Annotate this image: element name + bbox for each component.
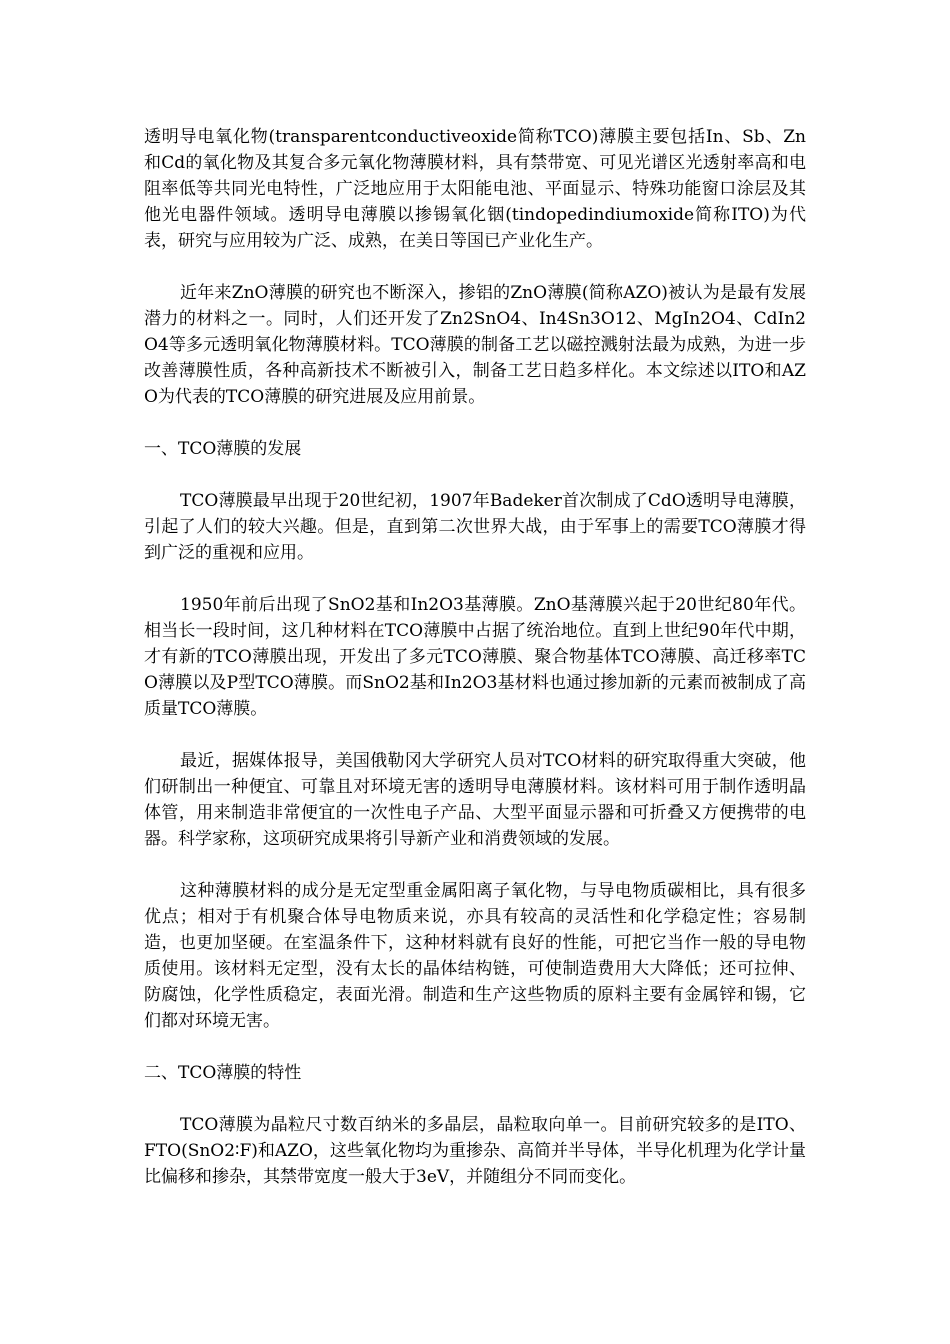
section1-paragraph-4: 这种薄膜材料的成分是无定型重金属阳离子氧化物，与导电物质碳相比，具有很多优点；相对于有机聚合体导电物质来说，亦具有较高的灵活性和化学稳定性；容易制造，也更加坚硬。在室温条件下，这种材料就有良好的性能，可把它当作一般的导电物质使用。该材料无定型，没有太长的晶体结构链，可使制造费用大大降低；还可拉伸、防腐蚀，化学性质稳定，表面光滑。制造和生产这些物质的原料主要有金属锌和锡，它们都对环境无害。 xyxy=(144,881,806,1031)
section1-paragraph-2: 1950年前后出现了SnO2基和In2O3基薄膜。ZnO基薄膜兴起于20世纪80年代。相当长一段时间，这几种材料在TCO薄膜中占据了统治地位。直到上世纪90年代中期，才有新的TCO薄膜出现，开发出了多元TCO薄膜、聚合物基体TCO薄膜、高迁移率TCO薄膜以及P型TCO薄膜。而SnO2基和In2O3基材料也通过掺加新的元素而被制成了高质量TCO薄膜。 xyxy=(144,595,806,719)
section-heading-properties: 二、TCO薄膜的特性 xyxy=(144,1063,302,1083)
document-body xyxy=(144,124,806,1216)
section2-paragraph-1: TCO薄膜为晶粒尺寸数百纳米的多晶层，晶粒取向单一。目前研究较多的是ITO、FTO(SnO2∶F)和AZO，这些氧化物均为重掺杂、高简并半导体，半导化机理为化学计量比偏移和掺杂，其禁带宽度一般大于3eV，并随组分不同而变化。 xyxy=(144,1115,806,1187)
section-heading-development: 一、TCO薄膜的发展 xyxy=(144,439,302,459)
section1-paragraph-3: 最近，据媒体报导，美国俄勒冈大学研究人员对TCO材料的研究取得重大突破，他们研制出一种便宜、可靠且对环境无害的透明导电薄膜材料。该材料可用于制作透明晶体管，用来制造非常便宜的一次性电子产品、大型平面显示器和可折叠又方便携带的电器。科学家称，这项研究成果将引导新产业和消费领域的发展。 xyxy=(144,751,806,849)
intro-paragraph-2: 近年来ZnO薄膜的研究也不断深入，掺铝的ZnO薄膜(简称AZO)被认为是最有发展潜力的材料之一。同时，人们还开发了Zn2SnO4、In4Sn3O12、MgIn2O4、CdIn2O4等多元透明氧化物薄膜材料。TCO薄膜的制备工艺以磁控溅射法最为成熟，为进一步改善薄膜性质，各种高新技术不断被引入，制备工艺日趋多样化。本文综述以ITO和AZO为代表的TCO薄膜的研究进展及应用前景。 xyxy=(144,283,806,407)
intro-paragraph-1: 透明导电氧化物(transparentconductiveoxide简称TCO)薄膜主要包括In、Sb、Zn和Cd的氧化物及其复合多元氧化物薄膜材料，具有禁带宽、可见光谱区光透射率高和电阻率低等共同光电特性，广泛地应用于太阳能电池、平面显示、特殊功能窗口涂层及其他光电器件领域。透明导电薄膜以掺锡氧化铟(tindopedindiumoxide简称ITO)为代表，研究与应用较为广泛、成熟，在美日等国已产业化生产。 xyxy=(144,127,806,251)
section1-paragraph-1: TCO薄膜最早出现于20世纪初，1907年Badeker首次制成了CdO透明导电薄膜，引起了人们的较大兴趣。但是，直到第二次世界大战，由于军事上的需要TCO薄膜才得到广泛的重视和应用。 xyxy=(144,491,806,563)
